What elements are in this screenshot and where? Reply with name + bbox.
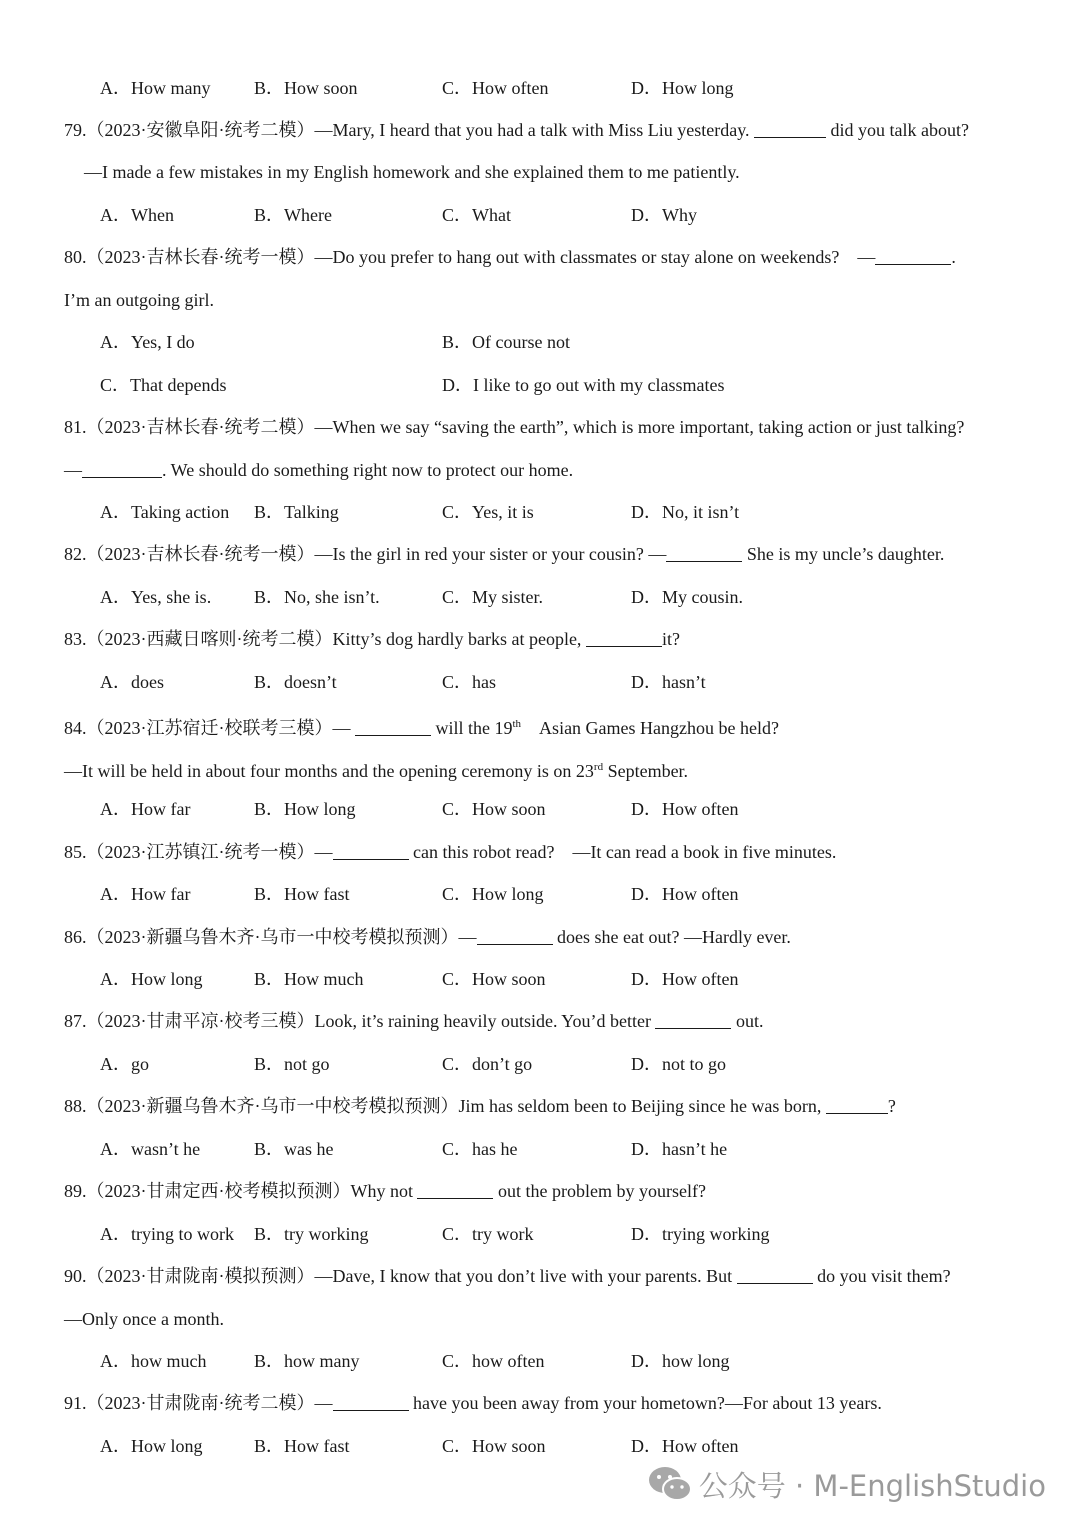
answer-blank <box>417 1178 493 1199</box>
option-c: C．How soon <box>442 799 546 819</box>
question-81-stem: 81.（2023·吉林长春·统考二模）—When we say “saving the earth”, which is more important, taking action or just talking? <box>64 417 965 437</box>
answer-blank <box>333 1390 409 1411</box>
answer-blank <box>666 541 742 562</box>
answer-blank <box>333 839 409 860</box>
answer-blank <box>754 117 826 138</box>
option-c: C．has <box>442 672 496 692</box>
option-d: D．I like to go out with my classmates <box>442 375 725 395</box>
option-b: B．Of course not <box>442 332 570 352</box>
option-d: D．How long <box>631 78 734 98</box>
question-88-stem: 88.（2023·新疆乌鲁木齐·乌市一中校考模拟预测）Jim has seldom been to Beijing since he was born, ? <box>64 1091 1040 1121</box>
option-b: B．How long <box>254 799 356 819</box>
answer-blank <box>355 715 431 736</box>
option-b: B．was he <box>254 1139 334 1159</box>
question-87-stem: 87.（2023·甘肃平凉·校考三模）Look, it’s raining heavily outside. You’d better out. <box>64 1006 1040 1036</box>
question-83-stem: 83.（2023·西藏日喀则·统考二模）Kitty’s dog hardly barks at people, it? <box>64 624 1040 654</box>
option-b: B．How soon <box>254 78 358 98</box>
option-a: A．How long <box>100 969 203 989</box>
option-d: D．No, it isn’t <box>631 502 740 522</box>
option-b: B．Where <box>254 205 332 225</box>
option-c: C．How soon <box>442 969 546 989</box>
answer-blank <box>655 1008 731 1029</box>
option-a: A．Taking action <box>100 502 230 522</box>
answer-blank <box>737 1263 813 1284</box>
option-c: C．My sister. <box>442 587 544 607</box>
option-c: C．don’t go <box>442 1054 533 1074</box>
answer-blank <box>586 626 662 647</box>
option-b: B．Talking <box>254 502 339 522</box>
option-b: B．not go <box>254 1054 330 1074</box>
option-c: C．That depends <box>100 375 227 395</box>
option-b: B．try working <box>254 1224 369 1244</box>
option-a: A．When <box>100 205 174 225</box>
option-a: A．how much <box>100 1351 207 1371</box>
option-c: C．has he <box>442 1139 518 1159</box>
option-b: B．doesn’t <box>254 672 337 692</box>
option-d: D．Why <box>631 205 697 225</box>
option-a: A．wasn’t he <box>100 1139 201 1159</box>
option-a: A．How far <box>100 884 191 904</box>
option-d: D．trying working <box>631 1224 770 1244</box>
question-80-stem: 80.（2023·吉林长春·统考一模）—Do you prefer to hang out with classmates or stay alone on weekends? — . <box>64 242 1040 272</box>
option-d: D．hasn’t <box>631 672 706 692</box>
option-d: D．How often <box>631 1436 739 1456</box>
question-84-stem: 84.（2023·江苏宿迁·校联考三模）— will the 19th Asian Games Hangzhou be held? <box>64 709 1040 739</box>
question-79-reply: —I made a few mistakes in my English homework and she explained them to me patiently. <box>84 162 740 182</box>
option-c: C．how often <box>442 1351 545 1371</box>
option-c: C．What <box>442 205 511 225</box>
question-79-stem: 79.（2023·安徽阜阳·统考二模）—Mary, I heard that you had a talk with Miss Liu yesterday. did you talk about? <box>64 115 1040 145</box>
question-90-reply: —Only once a month. <box>64 1309 224 1329</box>
question-89-stem: 89.（2023·甘肃定西·校考模拟预测）Why not out the problem by yourself? <box>64 1176 1040 1206</box>
option-a: A．How long <box>100 1436 203 1456</box>
option-a: A．How far <box>100 799 191 819</box>
question-82-stem: 82.（2023·吉林长春·统考一模）—Is the girl in red your sister or your cousin? — She is my uncle’s daughter. <box>64 539 1040 569</box>
answer-blank <box>875 244 951 265</box>
option-b: B．how many <box>254 1351 360 1371</box>
question-86-stem: 86.（2023·新疆乌鲁木齐·乌市一中校考模拟预测）— does she eat out? —Hardly ever. <box>64 922 1040 952</box>
option-c: C．How long <box>442 884 544 904</box>
question-85-stem: 85.（2023·江苏镇江·统考一模）— can this robot read? —It can read a book in five minutes. <box>64 837 1040 867</box>
option-a: A．go <box>100 1054 149 1074</box>
option-d: D．not to go <box>631 1054 727 1074</box>
option-a: A．How many <box>100 78 211 98</box>
question-81-reply: — . We should do something right now to protect our home. <box>64 455 1040 485</box>
option-d: D．hasn’t he <box>631 1139 728 1159</box>
option-a: A．Yes, I do <box>100 332 195 352</box>
option-b: B．How fast <box>254 884 350 904</box>
answer-blank <box>82 457 162 478</box>
option-d: D．how long <box>631 1351 730 1371</box>
watermark <box>647 1462 1046 1506</box>
option-a: A．Yes, she is. <box>100 587 212 607</box>
option-c: C．How soon <box>442 1436 546 1456</box>
option-d: D．How often <box>631 799 739 819</box>
question-84-reply: —It will be held in about four months and the opening ceremony is on 23rd September. <box>64 761 689 781</box>
watermark-text: 公众号 · M-EnglishStudio <box>698 1468 1046 1503</box>
option-d: D．My cousin. <box>631 587 743 607</box>
option-a: A．trying to work <box>100 1224 234 1244</box>
option-c: C．How often <box>442 78 549 98</box>
option-c: C．try work <box>442 1224 534 1244</box>
wechat-icon <box>647 1464 693 1504</box>
answer-blank <box>826 1093 888 1114</box>
question-90-stem: 90.（2023·甘肃陇南·模拟预测）—Dave, I know that you don’t live with your parents. But do you visit them? <box>64 1261 1040 1291</box>
option-b: B．How fast <box>254 1436 350 1456</box>
option-a: A．does <box>100 672 164 692</box>
answer-blank <box>477 924 553 945</box>
option-b: B．No, she isn’t. <box>254 587 380 607</box>
option-c: C．Yes, it is <box>442 502 534 522</box>
option-b: B．How much <box>254 969 364 989</box>
option-d: D．How often <box>631 969 739 989</box>
option-d: D．How often <box>631 884 739 904</box>
question-80-line2: I’m an outgoing girl. <box>64 290 214 310</box>
question-91-stem: 91.（2023·甘肃陇南·统考二模）— have you been away from your hometown?—For about 13 years. <box>64 1388 1040 1418</box>
